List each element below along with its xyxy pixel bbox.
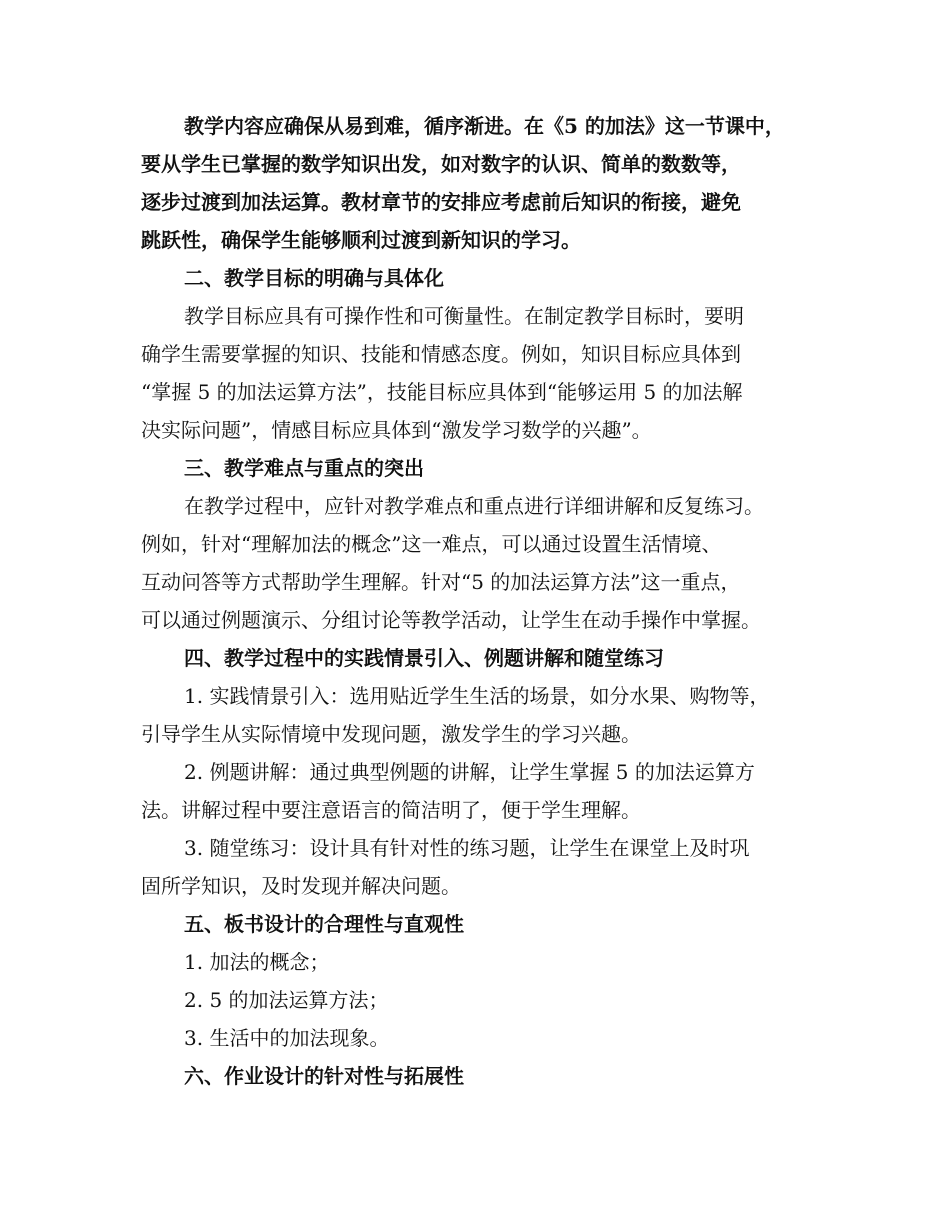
section-heading: 三、教学难点与重点的突出 (184, 456, 424, 480)
section-heading: 五、板书设计的合理性与直观性 (184, 912, 464, 936)
section-heading: 六、作业设计的针对性与拓展性 (184, 1064, 464, 1088)
paragraph-line: 决实际问题”，情感目标应具体到“激发学习数学的兴趣”。 (141, 418, 652, 442)
paragraph-line: 互动问答等方式帮助学生理解。针对“5 的加法运算方法”这一重点， (141, 570, 741, 594)
paragraph-line: “掌握 5 的加法运算方法”，技能目标应具体到“能够运用 5 的加法解 (141, 380, 743, 404)
intro-line: 要从学生已掌握的数学知识出发，如对数字的认识、简单的数数等， (141, 152, 741, 176)
section-heading: 四、教学过程中的实践情景引入、例题讲解和随堂练习 (184, 646, 664, 670)
paragraph-line: 在教学过程中，应针对教学难点和重点进行详细讲解和反复练习。 (184, 494, 764, 518)
paragraph-line: 教学目标应具有可操作性和可衡量性。在制定教学目标时，要明 (184, 304, 744, 328)
paragraph-line: 确学生需要掌握的知识、技能和情感态度。例如，知识目标应具体到 (141, 342, 741, 366)
list-item: 1. 加法的概念； (184, 950, 330, 974)
list-item: 3. 生活中的加法现象。 (184, 1026, 390, 1050)
section-heading: 二、教学目标的明确与具体化 (184, 266, 444, 290)
list-item-continuation: 引导学生从实际情境中发现问题，激发学生的学习兴趣。 (141, 722, 641, 746)
list-item-continuation: 法。讲解过程中要注意语言的简洁明了，便于学生理解。 (141, 798, 641, 822)
list-item: 2. 5 的加法运算方法； (184, 988, 389, 1012)
list-item: 3. 随堂练习：设计具有针对性的练习题，让学生在课堂上及时巩 (184, 836, 750, 860)
paragraph-line: 例如，针对“理解加法的概念”这一难点，可以通过设置生活情境、 (141, 532, 722, 556)
list-item: 1. 实践情景引入：选用贴近学生生活的场景，如分水果、购物等， (184, 684, 770, 708)
list-item-continuation: 固所学知识，及时发现并解决问题。 (141, 874, 461, 898)
intro-line: 逐步过渡到加法运算。教材章节的安排应考虑前后知识的衔接，避免 (141, 190, 741, 214)
intro-line: 教学内容应确保从易到难，循序渐进。在《5 的加法》这一节课中， (184, 114, 785, 138)
paragraph-line: 可以通过例题演示、分组讨论等教学活动，让学生在动手操作中掌握。 (141, 608, 761, 632)
intro-line: 跳跃性，确保学生能够顺利过渡到新知识的学习。 (141, 228, 581, 252)
list-item: 2. 例题讲解：通过典型例题的讲解，让学生掌握 5 的加法运算方 (184, 760, 755, 784)
